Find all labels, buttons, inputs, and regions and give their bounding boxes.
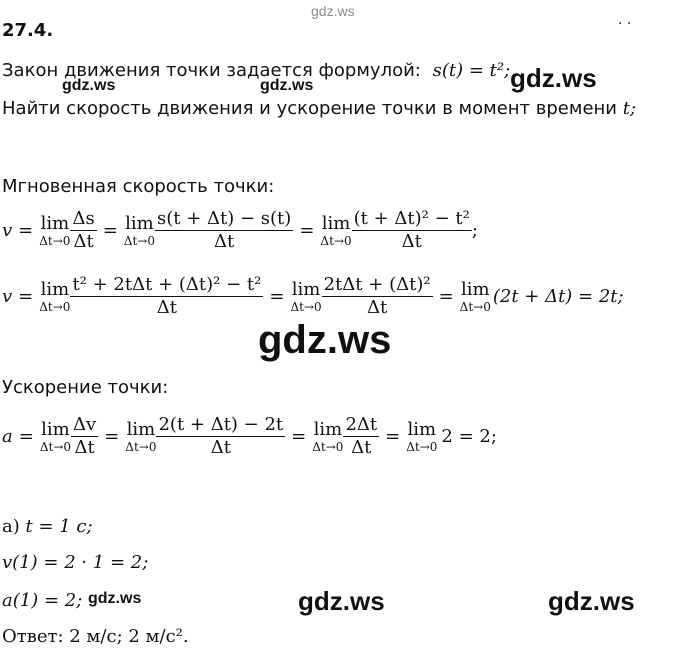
corner-marks: · · <box>618 16 632 32</box>
eq-tail: 2 = 2; <box>441 426 497 447</box>
law-formula: s(t) = t²; <box>432 60 511 81</box>
watermark-small: gdz.ws <box>62 77 116 94</box>
velocity-equation-2: v = lim Δt→0 $\frac{\text{t² + 2tΔt + (Δt)² − t²}}{\Delta t}$ = lim Δt→0 $\frac{\text{2tΔt + (Δt)²}}{\Delta t}$ = lim Δt→0 (2t + Δt) = 2t; <box>2 274 624 318</box>
limit: lim Δt→0 <box>125 418 157 454</box>
fraction: $\frac{\text{2tΔt + (Δt)²}}{\Delta t}$ <box>323 274 431 318</box>
limit: lim Δt→0 <box>290 278 322 314</box>
limit: lim Δt→0 <box>39 212 71 248</box>
watermark-header-right: gdz.ws <box>510 63 597 93</box>
fraction: $\frac{s(t + \Delta t) - s(t)}{\Delta t}$ <box>156 208 292 252</box>
velocity-heading: Мгновенная скорость точки: <box>2 176 275 197</box>
task-var: t; <box>622 98 637 119</box>
limit: lim Δt→0 <box>459 278 491 314</box>
acceleration-value: a(1) = 2; <box>2 590 83 611</box>
watermark-top: gdz.ws <box>311 3 355 19</box>
law-line <box>2 60 510 81</box>
answer-line: Ответ: 2 м/с; 2 м/с². <box>2 626 189 647</box>
task-text: Найти скорость движения и ускорение точки в момент времени <box>2 98 617 119</box>
watermark-bottom-mid: gdz.ws <box>298 586 385 616</box>
watermark-center: gdz.ws <box>258 318 392 362</box>
acceleration-equation: a = lim Δt→0 $\frac{\Delta v}{\Delta t}$ = lim Δt→0 $\frac{2(t + \Delta t) - 2t}{\Delta t}$ = lim Δt→0 $\frac{2\Delta t}{\Delta t}$ = lim Δt→0 2 = 2; <box>2 414 497 458</box>
fraction: $\frac{\text{t² + 2tΔt + (Δt)² − t²}}{\Delta t}$ <box>72 274 262 318</box>
velocity-equation-1: v = lim Δt→0 $\frac{\Delta s}{\Delta t}$ = lim Δt→0 $\frac{s(t + \Delta t) - s(t)}{\Delta t}$ = lim Δt→0 $\frac{\text{(t + Δt)² − t²}}{\Delta t}$ ; <box>2 208 478 252</box>
watermark-small: gdz.ws <box>260 77 314 94</box>
limit: lim Δt→0 <box>123 212 155 248</box>
watermark-bottom-right: gdz.ws <box>548 586 635 616</box>
eq-tail: (2t + Δt) = 2t; <box>492 286 624 307</box>
fraction: $\frac{2(t + \Delta t) - 2t}{\Delta t}$ <box>158 414 284 458</box>
fraction: $\frac{2\Delta t}{\Delta t}$ <box>345 414 378 458</box>
fraction: $\frac{\Delta s}{\Delta t}$ <box>72 208 95 252</box>
given-value: t = 1 с; <box>25 516 93 537</box>
watermark-small: gdz.ws <box>88 590 142 607</box>
velocity-value: v(1) = 2 · 1 = 2; <box>2 552 149 573</box>
task-line <box>2 98 636 119</box>
limit: lim Δt→0 <box>406 418 438 454</box>
fraction: $\frac{\Delta v}{\Delta t}$ <box>73 414 97 458</box>
limit: lim Δt→0 <box>320 212 352 248</box>
law-text: Закон движения точки задается формулой: <box>2 60 421 81</box>
limit: lim Δt→0 <box>39 418 72 454</box>
eq-lhs: v <box>2 220 13 241</box>
limit: lim Δt→0 <box>312 418 344 454</box>
eq-lhs: a <box>2 426 13 447</box>
limit: lim Δt→0 <box>39 278 71 314</box>
eq-lhs: v <box>2 286 13 307</box>
part-a-given <box>2 516 93 537</box>
acceleration-heading: Ускорение точки: <box>2 377 169 398</box>
problem-number: 27.4. <box>2 20 54 41</box>
fraction: $\frac{\text{(t + Δt)² − t²}}{\Delta t}$ <box>353 208 470 252</box>
part-label: а) <box>2 516 20 537</box>
